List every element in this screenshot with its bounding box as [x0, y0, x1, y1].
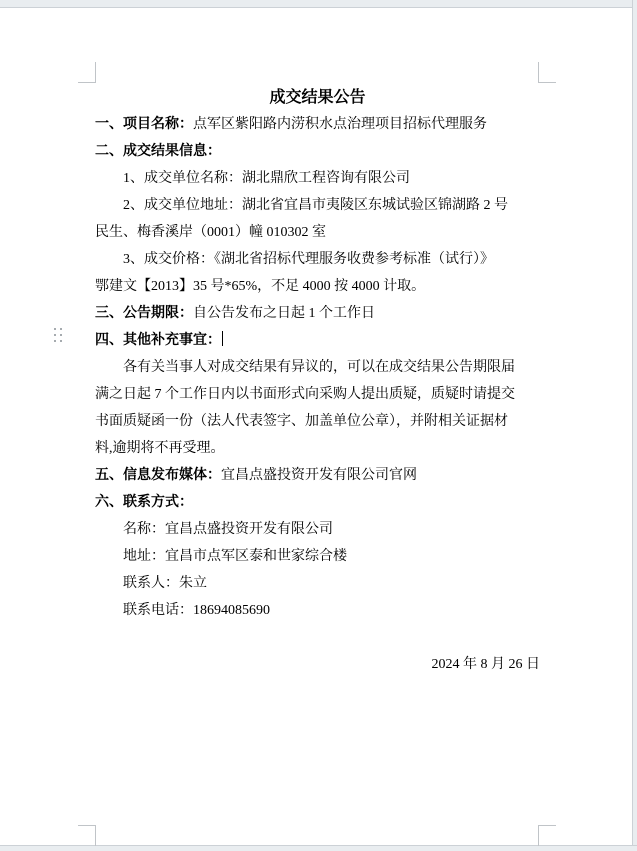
section3-line [95, 300, 540, 327]
section4-para-line4: 料,逾期将不再受理。 [95, 441, 225, 456]
section6-label: 六、联系方式： [95, 495, 193, 510]
margin-crop-mark-bottom-right [538, 825, 556, 846]
drag-handle-dot [60, 340, 62, 342]
document-title: 成交结果公告 [269, 89, 366, 106]
section2-item1: 1、成交单位名称：湖北鼎欣工程咨询有限公司 [123, 171, 410, 186]
drag-handle-dot [60, 334, 62, 336]
drag-handle-dot [54, 340, 56, 342]
drag-handle-icon[interactable] [54, 328, 62, 342]
section1-text: 点军区紫阳路内涝积水点治理项目招标代理服务 [193, 117, 487, 132]
margin-crop-mark-top-left [78, 62, 96, 83]
section2-item2-line2: 民生、梅香溪岸（0001）幢 010302 室 [95, 225, 326, 240]
section5-text: 宜昌点盛投资开发有限公司官网 [221, 468, 417, 483]
window-edge-top [0, 0, 637, 8]
contact-person: 联系人：朱立 [123, 576, 207, 591]
section4-label: 四、其他补充事宜： [95, 333, 221, 348]
document-edit-area[interactable] [95, 84, 540, 678]
section4-para-line2: 满之日起 7 个工作日内以书面形式向采购人提出质疑，质疑时请提交 [95, 387, 515, 402]
section3-text: 自公告发布之日起 1 个工作日 [193, 306, 375, 321]
contact-name: 名称：宜昌点盛投资开发有限公司 [123, 522, 333, 537]
contact-address: 地址：宜昌市点军区泰和世家综合楼 [123, 549, 347, 564]
text-cursor [222, 331, 223, 346]
document-date: 2024 年 8 月 26 日 [431, 657, 540, 672]
window-edge-right [632, 0, 637, 851]
section5-label: 五、信息发布媒体： [95, 468, 221, 483]
section5-line [95, 462, 540, 489]
section2-item2-line1: 2、成交单位地址：湖北省宜昌市夷陵区东城试验区锦湖路 2 号 [123, 198, 508, 213]
section3-label: 三、公告期限： [95, 306, 193, 321]
drag-handle-dot [60, 328, 62, 330]
section2-label: 二、成交结果信息： [95, 144, 221, 159]
section4-line [95, 327, 540, 354]
section4-para-line3: 书面质疑函一份（法人代表签字、加盖单位公章），并附相关证据材 [95, 414, 508, 429]
margin-crop-mark-top-right [538, 62, 556, 83]
contact-phone: 联系电话：18694085690 [123, 603, 270, 618]
section2-item3-line1: 3、成交价格：《湖北省招标代理服务收费参考标准（试行）》 [123, 252, 494, 267]
margin-crop-mark-bottom-left [78, 825, 96, 846]
section1-label: 一、项目名称： [95, 117, 193, 132]
drag-handle-dot [54, 328, 56, 330]
section1-line [95, 111, 540, 138]
drag-handle-dot [54, 334, 56, 336]
section2-item3-line2: 鄂建文【2013】35 号*65%，不足 4000 按 4000 计取。 [95, 279, 426, 294]
section4-para-line1: 各有关当事人对成交结果有异议的，可以在成交结果公告期限届 [123, 360, 515, 375]
